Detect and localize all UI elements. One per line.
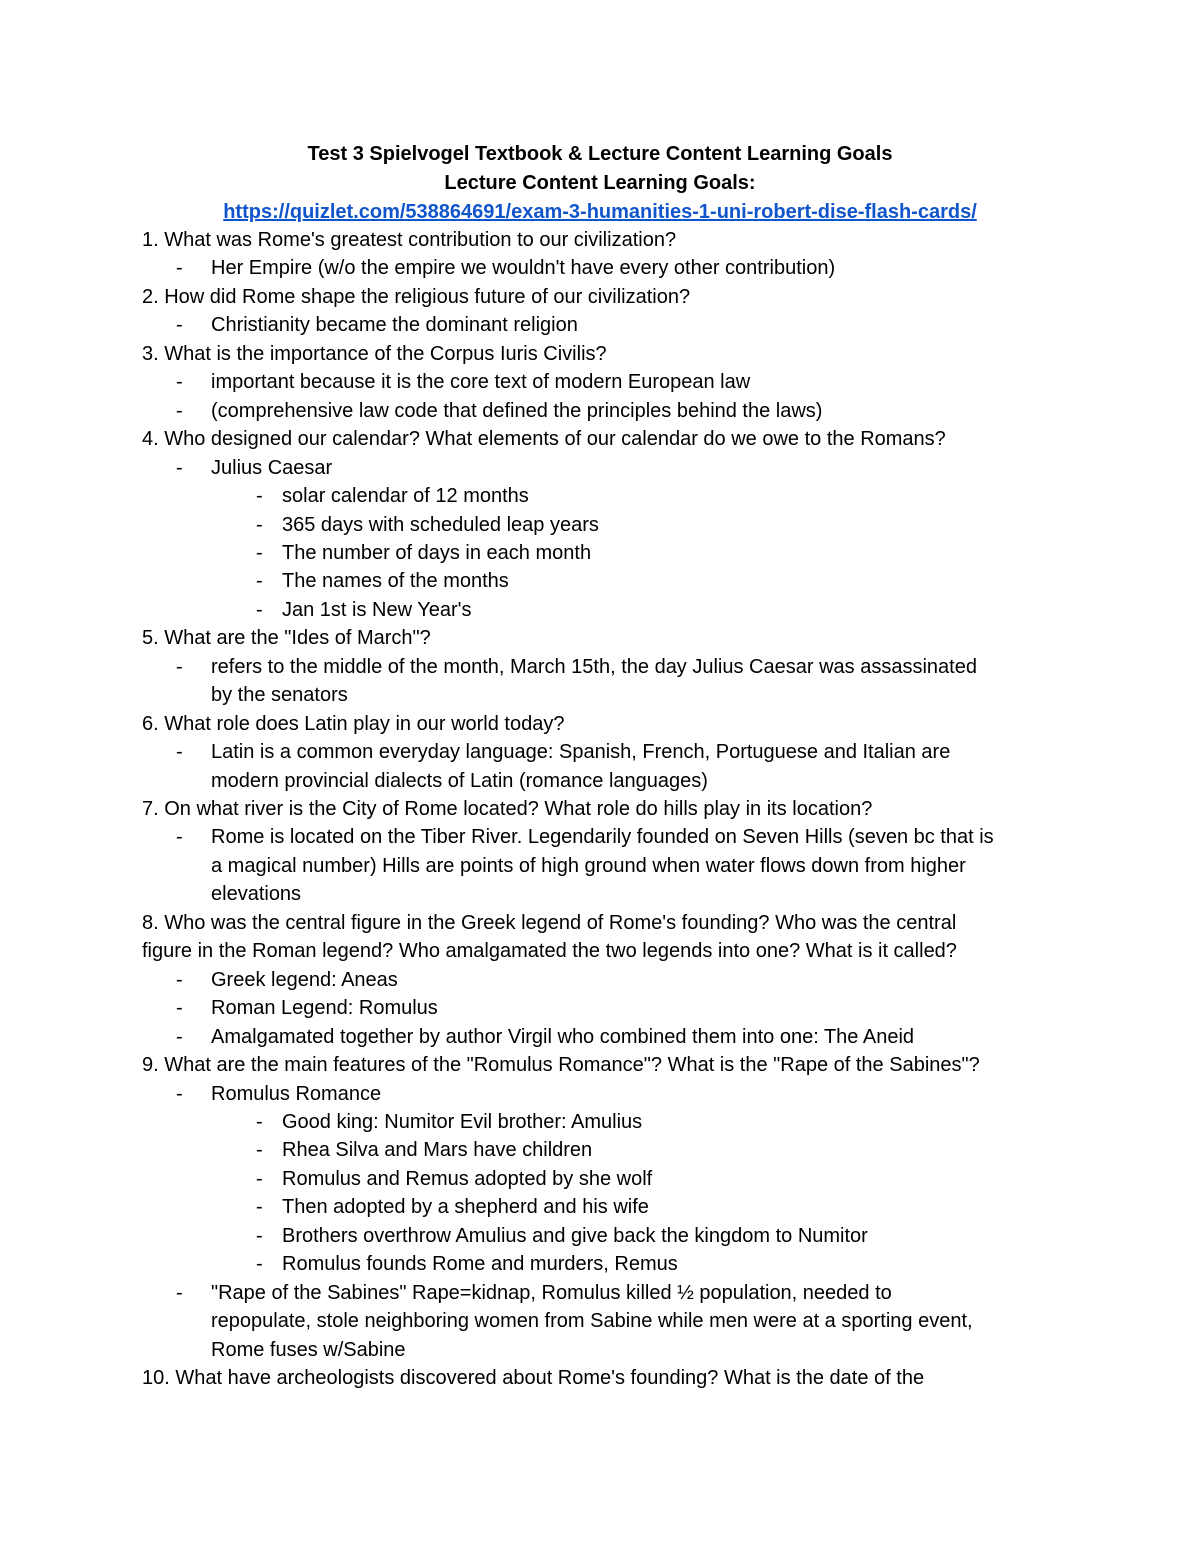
bullet-dash: - [176, 656, 183, 678]
bullet-dash: - [256, 1196, 263, 1218]
sub-answer-line: Romulus founds Rome and murders, Remus [282, 1253, 678, 1275]
answer-line: Rome is located on the Tiber River. Legendarily founded on Seven Hills (seven bc that is [211, 826, 994, 848]
question-line: 3. What is the importance of the Corpus Iuris Civilis? [142, 343, 607, 365]
question-line: 1. What was Rome's greatest contribution to our civilization? [142, 229, 677, 251]
sub-answer-line: Brothers overthrow Amulius and give back the kingdom to Numitor [282, 1225, 868, 1247]
bullet-dash: - [256, 514, 263, 536]
bullet-dash: - [256, 599, 263, 621]
bullet-dash: - [256, 1139, 263, 1161]
sub-answer-line: Jan 1st is New Year's [282, 599, 472, 621]
bullet-dash: - [176, 826, 183, 848]
answer-line: by the senators [211, 684, 348, 706]
answer-line: Julius Caesar [211, 457, 333, 479]
bullet-dash: - [176, 997, 183, 1019]
question-line: 6. What role does Latin play in our world today? [142, 713, 565, 735]
bullet-dash: - [256, 1225, 263, 1247]
answer-line: a magical number) Hills are points of high ground when water flows down from higher [211, 855, 966, 877]
bullet-dash: - [256, 485, 263, 507]
answer-line: "Rape of the Sabines" Rape=kidnap, Romulus killed ½ population, needed to [211, 1282, 892, 1304]
bullet-dash: - [256, 1111, 263, 1133]
question-line: 2. How did Rome shape the religious future of our civilization? [142, 286, 691, 308]
answer-line: Greek legend: Aneas [211, 969, 398, 991]
question-line: 4. Who designed our calendar? What elements of our calendar do we owe to the Romans? [142, 428, 946, 450]
answer-line: Latin is a common everyday language: Spanish, French, Portuguese and Italian are [211, 741, 951, 763]
answer-line: refers to the middle of the month, March 15th, the day Julius Caesar was assassinated [211, 656, 977, 678]
sub-answer-line: 365 days with scheduled leap years [282, 514, 599, 536]
answer-line: Her Empire (w/o the empire we wouldn't have every other contribution) [211, 257, 836, 279]
answer-line: important because it is the core text of modern European law [211, 371, 751, 393]
question-line: 5. What are the "Ides of March"? [142, 627, 431, 649]
quizlet-link-line [0, 198, 1200, 226]
sub-answer-line: solar calendar of 12 months [282, 485, 529, 507]
question-line: figure in the Roman legend? Who amalgamated the two legends into one? What is it called? [142, 940, 957, 962]
answer-line: (comprehensive law code that defined the principles behind the laws) [211, 400, 823, 422]
answer-line: Amalgamated together by author Virgil who combined them into one: The Aneid [211, 1026, 915, 1048]
bullet-dash: - [176, 400, 183, 422]
quizlet-link[interactable]: https://quizlet.com/538864691/exam-3-humanities-1-uni-robert-dise-flash-cards/ [223, 201, 977, 223]
bullet-dash: - [256, 542, 263, 564]
bullet-dash: - [176, 1026, 183, 1048]
bullet-dash: - [256, 1253, 263, 1275]
question-line: 9. What are the main features of the "Romulus Romance"? What is the "Rape of the Sabines"? [142, 1054, 980, 1076]
sub-answer-line: Good king: Numitor Evil brother: Amulius [282, 1111, 643, 1133]
sub-answer-line: The names of the months [282, 570, 509, 592]
bullet-dash: - [176, 1282, 183, 1304]
bullet-dash: - [176, 314, 183, 336]
answer-line: Roman Legend: Romulus [211, 997, 438, 1019]
answer-line: repopulate, stole neighboring women from Sabine while men were at a sporting event, [211, 1310, 973, 1332]
document-title: Test 3 Spielvogel Textbook & Lecture Content Learning Goals [307, 143, 893, 165]
answer-line: Christianity became the dominant religion [211, 314, 578, 336]
question-line: 8. Who was the central figure in the Greek legend of Rome's founding? Who was the central [142, 912, 957, 934]
answer-line: modern provincial dialects of Latin (romance languages) [211, 770, 708, 792]
bullet-dash: - [176, 1083, 183, 1105]
sub-answer-line: Then adopted by a shepherd and his wife [282, 1196, 649, 1218]
answer-line: Romulus Romance [211, 1083, 382, 1105]
bullet-dash: - [256, 570, 263, 592]
document-subtitle: Lecture Content Learning Goals: [444, 172, 756, 194]
answer-line: Rome fuses w/Sabine [211, 1339, 406, 1361]
bullet-dash: - [176, 371, 183, 393]
bullet-dash: - [176, 741, 183, 763]
bullet-dash: - [176, 457, 183, 479]
bullet-dash: - [176, 969, 183, 991]
sub-answer-line: The number of days in each month [282, 542, 592, 564]
bullet-dash: - [176, 257, 183, 279]
sub-answer-line: Romulus and Remus adopted by she wolf [282, 1168, 653, 1190]
bullet-dash: - [256, 1168, 263, 1190]
question-line: 7. On what river is the City of Rome located? What role do hills play in its location? [142, 798, 873, 820]
sub-answer-line: Rhea Silva and Mars have children [282, 1139, 593, 1161]
answer-line: elevations [211, 883, 302, 905]
question-line: 10. What have archeologists discovered about Rome's founding? What is the date of the [142, 1367, 925, 1389]
